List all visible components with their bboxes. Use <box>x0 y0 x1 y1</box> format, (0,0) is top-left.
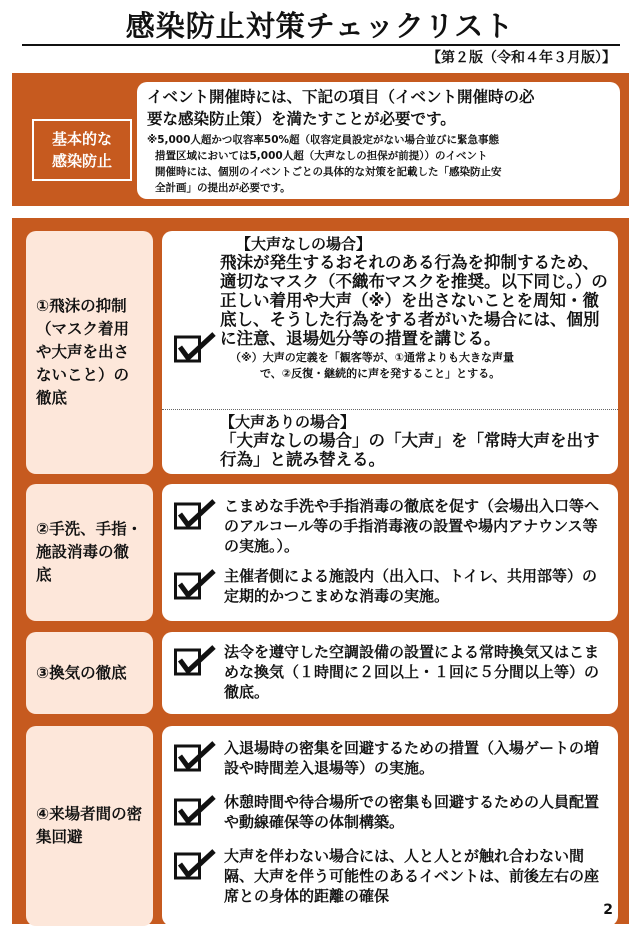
section-1-label <box>26 231 153 474</box>
item-text: 主催者側による施設内（出入口、トイレ、共用部等）の定期的かつこまめな消毒の実施。 <box>224 567 598 605</box>
section-4-label-text: ④来場者間の密集回避 <box>36 805 143 846</box>
basic-main-line1: イベント開催時には、下記の項目（イベント開催時の必 <box>147 88 535 106</box>
checked-box-icon[interactable] <box>174 498 216 532</box>
checked-box-icon[interactable] <box>174 794 216 828</box>
item-text: 大声を伴わない場合には、人と人とが触れ合わない間隔、大声を伴う可能性のあるイベントは、前後左右の座席との身体的距離の確保 <box>224 847 600 905</box>
list-item <box>174 792 610 832</box>
list-item <box>174 566 610 606</box>
basic-note-line4: 全計画」の提出が必要です。 <box>155 182 291 194</box>
item-text: 入退場時の密集を回避するための措置（入場ゲートの増設や時間差入退場等）の実施。 <box>224 739 600 777</box>
section-divider <box>162 409 618 410</box>
basic-prevention-panel <box>12 73 629 206</box>
checked-box-icon[interactable] <box>174 740 216 774</box>
checked-box-icon[interactable] <box>174 644 216 678</box>
basic-prevention-label <box>32 119 132 181</box>
list-item <box>174 642 610 702</box>
section-1-label-text: ①飛沫の抑制（マスク着用や大声を出さないこと）の徹底 <box>36 297 130 407</box>
loud-definition-line2: で、②反復・継続的に声を発すること」とする。 <box>260 367 501 380</box>
basic-label-line2: 感染防止 <box>51 152 112 170</box>
basic-note <box>147 132 610 196</box>
basic-prevention-content <box>137 82 620 199</box>
page-title: 感染防止対策チェックリスト <box>125 9 515 43</box>
edition-label: 【第２版（令和４年３月版）】 <box>427 50 616 66</box>
title-underline <box>22 44 620 46</box>
section-2-label-text: ②手洗、手指・施設消毒の徹底 <box>36 520 143 584</box>
section-4-content <box>162 726 618 926</box>
basic-note-line2: 措置区域においては5,000人超（大声なしの担保が前提））のイベント <box>155 150 488 162</box>
section-3-content <box>162 632 618 714</box>
section-4-label <box>26 726 153 926</box>
basic-main-line2: 要な感染防止策）を満たすことが必要です。 <box>147 110 456 128</box>
basic-label-line1: 基本的な <box>51 130 112 148</box>
list-item <box>174 846 610 906</box>
item-text: 休憩時間や待合場所での密集も回避するための人員配置や動線確保等の体制構築。 <box>224 793 600 831</box>
list-item <box>174 496 610 556</box>
page-number: 2 <box>603 902 613 918</box>
section-1-content <box>162 231 618 474</box>
section-2-label <box>26 484 153 621</box>
item-text: 法令を遵守した空調設備の設置による常時換気又はこまめな換気（１時間に２回以上・１回に５分間以上等）の徹底。 <box>224 643 600 701</box>
loud-case-heading: 【大声ありの場合】 <box>220 413 356 431</box>
list-item <box>174 738 610 778</box>
loud-case-text: 「大声なしの場合」の「大声」を「常時大声を出す行為」と読み替える。 <box>220 431 600 469</box>
section-3-label-text: ③換気の徹底 <box>36 663 127 682</box>
checked-box-icon[interactable] <box>174 568 216 602</box>
loud-definition-note <box>220 350 610 382</box>
checked-box-icon[interactable] <box>174 329 224 369</box>
quiet-case-text: 飛沫が発生するおそれのある行為を抑制するため、適切なマスク（不織布マスクを推奨。以下同じ。）の正しい着用や大声（※）を出さないことを周知・徹底し、そうした行為をする者がいた場合には、個別に注意、退場処分等の措置を講じる。 <box>220 253 608 348</box>
basic-note-line1: ※5,000人超かつ収容率50%超（収容定員設定がない場合並びに緊急事態 <box>147 134 500 146</box>
section-2-content <box>162 484 618 621</box>
basic-note-line3: 開催時には、個別のイベントごとの具体的な対策を記載した「感染防止安 <box>155 166 502 178</box>
section-3-label <box>26 632 153 714</box>
quiet-case-heading: 【大声なしの場合】 <box>236 235 372 253</box>
loud-definition-line1: （※）大声の定義を「観客等が、①通常よりも大きな声量 <box>230 351 515 364</box>
checklist-panel <box>12 218 629 924</box>
item-text: こまめな手洗や手指消毒の徹底を促す（会場出入口等へのアルコール等の手指消毒液の設置や場内アナウンス等の実施。）。 <box>224 497 600 555</box>
checked-box-icon[interactable] <box>174 848 216 882</box>
